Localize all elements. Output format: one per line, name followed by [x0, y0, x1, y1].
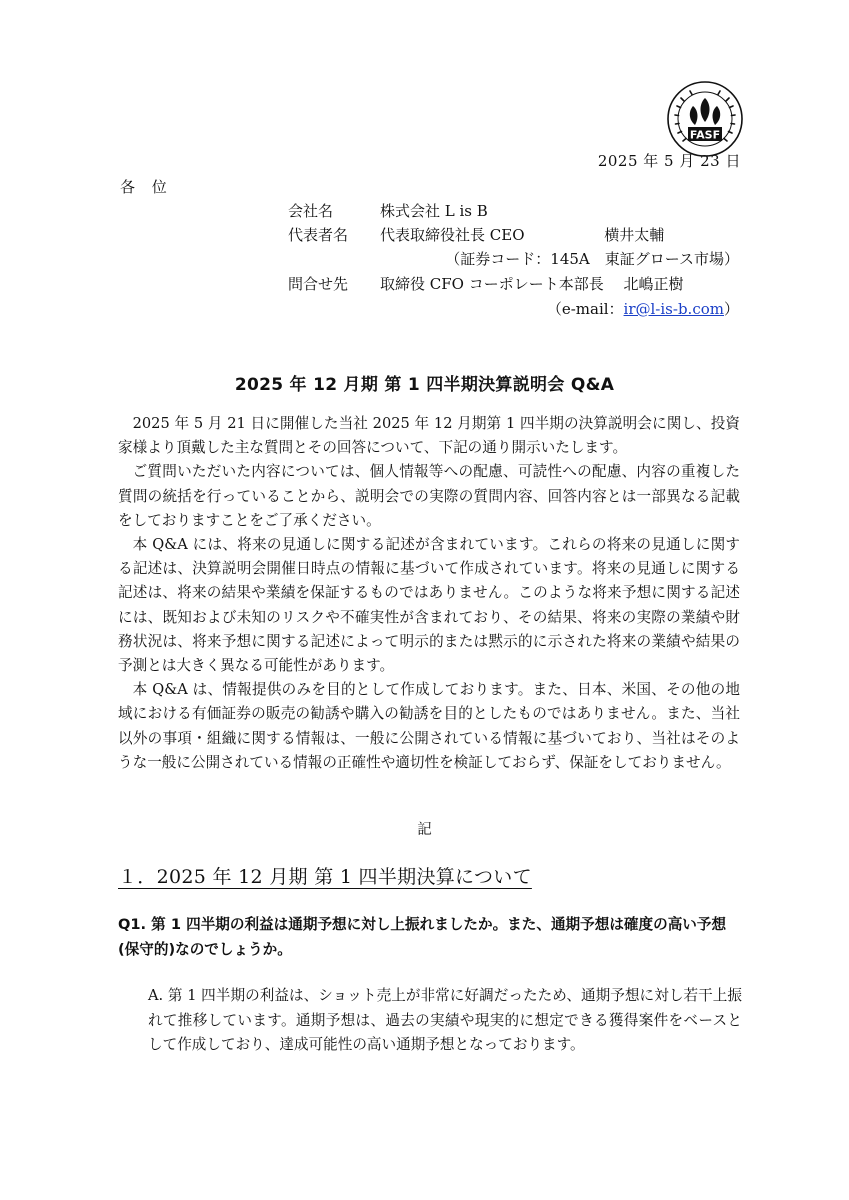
document-date: 2025 年 5 月 23 日: [597, 152, 741, 170]
introduction-text: [118, 412, 740, 775]
paragraph: 本 Q&A には、将来の見通しに関する記述が含まれています。これらの将来の見通しに関する記述は、決算説明会開催日時点の情報に基づいて作成されています。将来の見通しに関する記述は、将来の結果や業績を保証するものではありません。このような将来予想に関する記述には、既知および未知のリスクや不確実性が含まれており、その結果、将来の実際の業績や財務状況は、将来予想に関する記述によって明示的または黙示的に示された将来の業績や結果の予測とは大きく異なる可能性があります。: [118, 536, 740, 675]
paragraph: 2025 年 5 月 21 日に開催した当社 2025 年 12 月期第 1 四半期の決算説明会に関し、投資家様より頂戴した主な質問とその回答について、下記の通り開示いたします。: [118, 415, 740, 457]
fasf-seal-icon: [666, 80, 744, 158]
company-name-row: [288, 200, 488, 221]
email-link[interactable]: ir@l-is-b.com: [623, 300, 724, 318]
representative-label: 代表者名: [288, 226, 349, 244]
company-name-label: 会社名: [288, 202, 334, 220]
ki-marker: 記: [417, 822, 432, 838]
email-prefix: （e-mail：: [546, 300, 624, 318]
addressee: 各 位: [120, 178, 173, 196]
contact-row: [288, 273, 684, 294]
paragraph: ご質問いただいた内容については、個人情報等への配慮、可読性への配慮、内容の重複した質問の統括を行っていることから、説明会での実際の質問内容、回答内容とは一部異なる記載をしておりますことをご了承ください。: [118, 463, 740, 529]
svg-text:FASF: FASF: [689, 128, 721, 142]
representative-value: 代表取締役社長 CEO 横井太輔: [380, 226, 665, 244]
representative-row: [288, 224, 664, 245]
document-title: 2025 年 12 月期 第 1 四半期決算説明会 Q&A: [234, 375, 615, 395]
securities-code-note: （証券コード：145A 東証グロース市場）: [445, 250, 739, 268]
email-suffix: ）: [723, 300, 739, 318]
email-row: [547, 298, 739, 319]
answer-a1: A. 第 1 四半期の利益は、ショット売上が非常に好調だったため、通期予想に対し若干上振れて推移しています。通期予想は、過去の実績や現実的に想定できる獲得案件をベースとして作成しており、達成可能性の高い通期予想となっております。: [148, 987, 742, 1053]
section-heading: １．2025 年 12 月期 第 1 四半期決算について: [118, 866, 532, 888]
fasf-logo: [666, 80, 744, 158]
company-name-value: 株式会社 L is B: [380, 202, 488, 220]
paragraph: 本 Q&A は、情報提供のみを目的として作成しております。また、日本、米国、その他の地域における有価証券の販売の勧誘や購入の勧誘を目的としたものではありません。また、当社以外の事項・組織に関する情報は、一般に公開されている情報に基づいており、当社はそのような一般に公開されている情報の正確性や適切性を検証しておらず、保証をしておりません。: [118, 681, 740, 771]
question-q1: Q1. 第 1 四半期の利益は通期予想に対し上振れましたか。また、通期予想は確度の高い予想(保守的)なのでしょうか。: [118, 916, 727, 958]
contact-value: 取締役 CFO コーポレート本部長 北嶋正樹: [380, 275, 684, 293]
contact-label: 問合せ先: [288, 275, 349, 293]
